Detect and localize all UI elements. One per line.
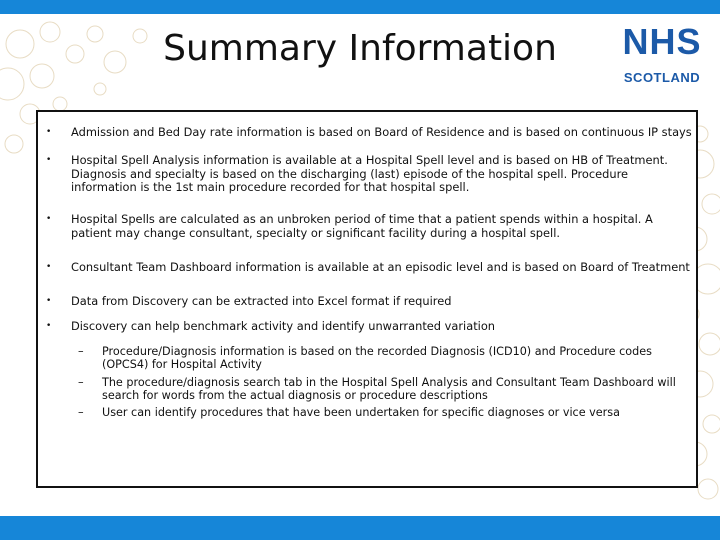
bullet-marker: • xyxy=(46,321,52,331)
bottom-accent-bar xyxy=(0,516,720,540)
sub-bullet-text: The procedure/diagnosis search tab in the Hospital Spell Analysis and Consultant Team Dashboard will search for words from the actual diagnosis or procedure descriptions xyxy=(102,376,676,402)
bullet-text: Hospital Spells are calculated as an unbroken period of time that a patient spends within a hospital. A patient may change consultant, specialty or significant facility during a hospital spell. xyxy=(71,212,653,240)
sub-bullet-marker: – xyxy=(78,376,84,389)
slide-title: Summary Information xyxy=(163,28,557,69)
bullet-marker: • xyxy=(46,155,52,165)
nhs-scotland-logo xyxy=(612,22,712,96)
bullet-text: Hospital Spell Analysis information is available at a Hospital Spell level and is based on HB of Treatment. Diagnosis and specialty is based on the discharging (last) episode of the hospital spell. Procedure information is the 1st main procedure recorded for that hospital spell. xyxy=(71,153,668,194)
logo-nhs-text: NHS xyxy=(622,21,702,62)
bullet-text: Consultant Team Dashboard information is available at an episodic level and is based on Board of Treatment xyxy=(71,260,690,274)
bullet-text: Admission and Bed Day rate information is based on Board of Residence and is based on continuous IP stays xyxy=(71,125,692,139)
bullet-text: Data from Discovery can be extracted into Excel format if required xyxy=(71,294,452,308)
bullet-marker: • xyxy=(46,262,52,272)
sub-bullet-marker: – xyxy=(78,406,84,419)
sub-bullet-text: User can identify procedures that have been undertaken for specific diagnoses or vice versa xyxy=(102,406,620,419)
sub-bullet-marker: – xyxy=(78,345,84,358)
bullet-marker: • xyxy=(46,214,52,224)
logo-scotland-text: SCOTLAND xyxy=(623,70,701,85)
bullet-text: Discovery can help benchmark activity and identify unwarranted variation xyxy=(71,319,496,333)
bullet-marker: • xyxy=(46,127,52,137)
sub-bullet-text: Procedure/Diagnosis information is based on the recorded Diagnosis (ICD10) and Procedure codes (OPCS4) for Hospital Activity xyxy=(102,345,652,371)
top-accent-bar xyxy=(0,0,720,14)
bullet-marker: • xyxy=(46,296,52,306)
content-box xyxy=(36,110,698,488)
